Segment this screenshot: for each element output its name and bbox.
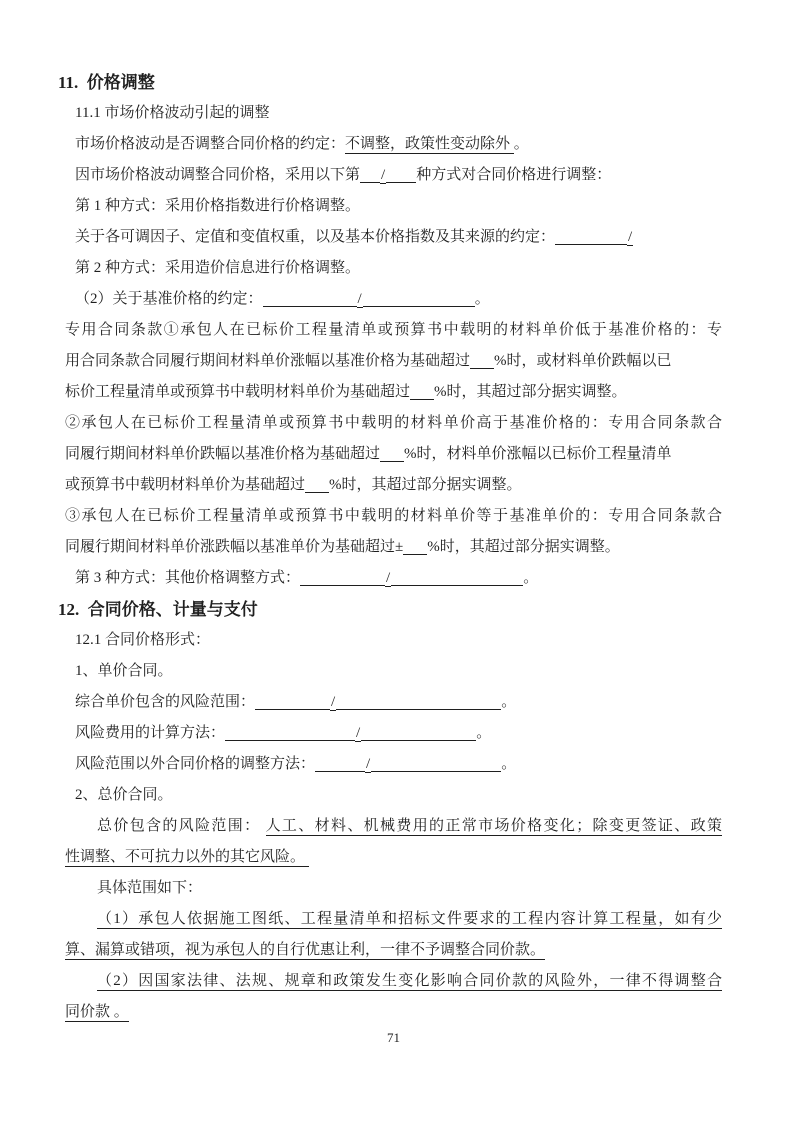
text-run: 综合单价包含的风险范围：	[75, 694, 256, 710]
filled-in-text: （1）承包人依据施工图纸、工程量清单和招标文件要求的工程内容计算工程量，如有少	[97, 911, 722, 927]
text-run: （2）关于基准价格的约定：	[75, 291, 263, 307]
text-run: 用合同条款合同履行期间材料单价涨幅以基准价格为基础超过	[65, 353, 471, 369]
blank-slash: /	[386, 570, 391, 586]
blank-slash: /	[381, 167, 386, 183]
blank-slash: /	[366, 756, 371, 772]
section-heading	[58, 67, 722, 98]
filled-in-text: （2）因国家法律、法规、规章和政策发生变化影响合同价款的风险外，一律不得调整合	[97, 973, 722, 989]
text-run: 。	[501, 756, 517, 772]
text-line	[65, 439, 722, 470]
text-run: 第 2 种方式：采用造价信息进行价格调整。	[75, 260, 361, 276]
text-line	[75, 253, 722, 284]
text-run: 关于各可调因子、定值和变值权重，以及基本价格指数及其来源的约定：	[75, 229, 556, 245]
text-run: 。	[474, 291, 490, 307]
text-run: 11.1 市场价格波动引起的调整	[75, 105, 270, 121]
text-line	[65, 501, 722, 532]
text-line	[75, 563, 722, 594]
text-run: 11. 价格调整	[58, 73, 155, 92]
filled-in-text: 同价款 。	[65, 1004, 129, 1020]
blank-field	[380, 447, 404, 462]
text-line	[65, 346, 722, 377]
blank-field	[300, 571, 385, 586]
document-body	[0, 67, 722, 1028]
text-run: %时，材料单价涨幅以已标价工程量清单	[404, 446, 672, 462]
text-line	[75, 625, 722, 656]
text-line	[75, 191, 722, 222]
text-run: 。	[501, 694, 517, 710]
text-run: 。	[476, 725, 492, 741]
filled-in-text: 不调整，政策性变动除外	[345, 136, 514, 152]
blank-slash: /	[356, 725, 361, 741]
text-line	[97, 966, 722, 997]
text-line	[75, 284, 722, 315]
blank-field	[255, 695, 330, 710]
blank-field	[263, 292, 357, 307]
text-line	[75, 749, 722, 780]
text-line	[75, 129, 722, 160]
text-run: 具体范围如下：	[97, 880, 203, 896]
text-run: 第 3 种方式：其他价格调整方式：	[75, 570, 301, 586]
text-run: 种方式对合同价格进行调整：	[416, 167, 612, 183]
blank-field	[336, 695, 501, 710]
blank-field	[360, 168, 380, 183]
text-run: ②承包人在已标价工程量清单或预算书中载明的材料单价高于基准价格的：专用合同条款合	[65, 415, 722, 431]
text-run: 因市场价格波动调整合同价格，采用以下第	[75, 167, 361, 183]
text-run: 风险费用的计算方法：	[75, 725, 226, 741]
text-line	[65, 842, 722, 873]
text-run: 专用合同条款①承包人在已标价工程量清单或预算书中载明的材料单价低于基准价格的：专	[65, 322, 722, 338]
text-line	[75, 98, 722, 129]
blank-field	[410, 385, 434, 400]
text-run: 12.1 合同价格形式：	[75, 632, 211, 648]
text-run: 12. 合同价格、计量与支付	[58, 600, 258, 619]
text-line	[65, 470, 722, 501]
blank-field	[403, 540, 427, 555]
text-run: 。	[523, 570, 539, 586]
text-run: 同履行期间材料单价涨跌幅以基准单价为基础超过±	[65, 539, 404, 555]
text-line	[97, 811, 722, 842]
text-line	[97, 873, 722, 904]
text-run: 总价包含的风险范围：	[97, 818, 266, 834]
text-line	[65, 532, 722, 563]
blank-field	[363, 292, 475, 307]
text-run: 2、总价合同。	[75, 787, 173, 803]
text-line	[75, 687, 722, 718]
blank-field	[361, 726, 476, 741]
text-line	[75, 780, 722, 811]
blank-field	[555, 230, 627, 245]
text-run: %时，或材料单价跌幅以已	[494, 353, 672, 369]
text-run: 。	[513, 136, 529, 152]
text-run: %时，其超过部分据实调整。	[434, 384, 627, 400]
blank-slash: /	[357, 291, 362, 307]
blank-field	[386, 168, 416, 183]
text-line	[75, 222, 722, 253]
blank-slash: /	[628, 229, 633, 245]
text-line	[75, 718, 722, 749]
filled-in-text: 性调整、不可抗力以外的其它风险。	[65, 849, 309, 865]
blank-field	[315, 757, 365, 772]
blank-field	[391, 571, 523, 586]
blank-field	[305, 478, 329, 493]
text-run: 同履行期间材料单价跌幅以基准价格为基础超过	[65, 446, 381, 462]
text-run: 风险范围以外合同价格的调整方法：	[75, 756, 316, 772]
section-heading	[58, 594, 722, 625]
text-run: 1、单价合同。	[75, 663, 173, 679]
text-line	[65, 408, 722, 439]
text-line	[75, 160, 722, 191]
text-line	[65, 315, 722, 346]
text-run: 市场价格波动是否调整合同价格的约定：	[75, 136, 346, 152]
blank-slash: /	[331, 694, 336, 710]
text-line	[65, 377, 722, 408]
text-run: 标价工程量清单或预算书中载明材料单价为基础超过	[65, 384, 411, 400]
text-line	[65, 935, 722, 966]
text-run: 第 1 种方式：采用价格指数进行价格调整。	[75, 198, 361, 214]
text-line	[65, 997, 722, 1028]
blank-field	[470, 354, 494, 369]
filled-in-text: 人工、材料、机械费用的正常市场价格变化；除变更签证、政策	[265, 818, 722, 834]
text-line	[75, 656, 722, 687]
page-number: 71	[387, 1030, 400, 1045]
blank-field	[371, 757, 501, 772]
text-run: ③承包人在已标价工程量清单或预算书中载明的材料单价等于基准单价的：专用合同条款合	[65, 508, 722, 524]
text-line	[97, 904, 722, 935]
text-run: %时，其超过部分据实调整。	[329, 477, 522, 493]
filled-in-text: 算、漏算或错项，视为承包人的自行优惠让利，一律不予调整合同价款。	[65, 942, 546, 958]
text-run: %时，其超过部分据实调整。	[427, 539, 620, 555]
text-run: 或预算书中载明材料单价为基础超过	[65, 477, 306, 493]
blank-field	[225, 726, 355, 741]
